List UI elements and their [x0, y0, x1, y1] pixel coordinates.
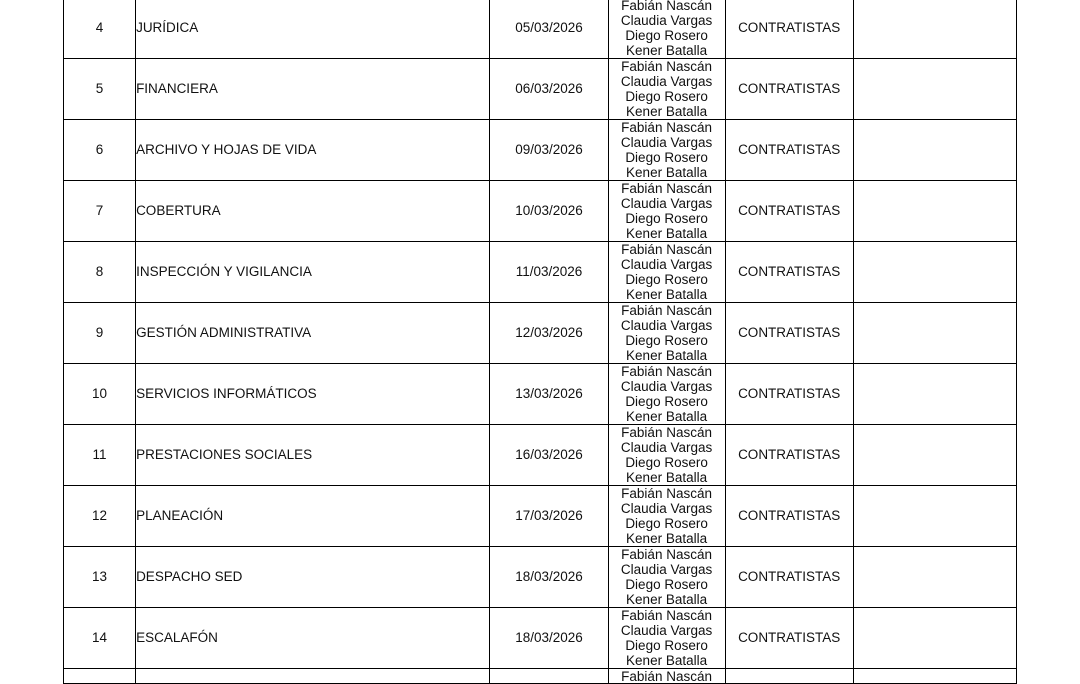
responsible-name: Claudia Vargas	[620, 439, 713, 455]
responsible-name: Kener Batalla	[626, 409, 708, 424]
schedule-table	[63, 0, 1017, 684]
blank-cell	[853, 364, 1016, 425]
row-number: 13	[64, 547, 136, 608]
blank-cell	[853, 608, 1016, 669]
date-cell: 12/03/2026	[490, 303, 608, 364]
responsible-list	[609, 59, 725, 119]
blank-cell	[853, 59, 1016, 120]
responsible-name: Kener Batalla	[626, 592, 708, 607]
responsible-name: Diego Rosero	[625, 638, 708, 653]
responsible-name: Kener Batalla	[626, 470, 708, 485]
responsible-cell	[608, 547, 725, 608]
table-row-partial	[64, 669, 1017, 684]
blank-cell	[853, 181, 1016, 242]
area-name: FINANCIERA	[136, 59, 490, 120]
table-row	[64, 59, 1017, 120]
role-cell: CONTRATISTAS	[725, 120, 853, 181]
responsible-name: Fabián Nascán	[621, 0, 712, 13]
responsible-name: Fabián Nascán	[621, 364, 712, 379]
area-name	[136, 669, 490, 684]
responsible-name: Claudia Vargas	[620, 134, 713, 150]
table-row	[64, 486, 1017, 547]
responsible-cell	[608, 242, 725, 303]
table-row	[64, 608, 1017, 669]
responsible-cell	[608, 364, 725, 425]
row-number: 6	[64, 120, 136, 181]
responsible-name: Kener Batalla	[626, 165, 708, 180]
responsible-name: Claudia Vargas	[620, 561, 713, 577]
responsible-name: Claudia Vargas	[620, 622, 713, 638]
row-number: 7	[64, 181, 136, 242]
responsible-name: Fabián Nascán	[621, 486, 712, 501]
row-number: 8	[64, 242, 136, 303]
responsible-name: Claudia Vargas	[620, 378, 713, 394]
blank-cell	[853, 547, 1016, 608]
responsible-name: Fabián Nascán	[621, 59, 712, 74]
role-cell: CONTRATISTAS	[725, 486, 853, 547]
area-name: DESPACHO SED	[136, 547, 490, 608]
responsible-name: Diego Rosero	[625, 89, 708, 104]
row-number: 11	[64, 425, 136, 486]
responsible-cell	[608, 181, 725, 242]
responsible-name: Kener Batalla	[626, 104, 708, 119]
responsible-cell	[608, 425, 725, 486]
responsible-name: Kener Batalla	[626, 287, 708, 302]
row-number	[64, 669, 136, 684]
responsible-list	[609, 0, 725, 58]
responsible-list	[609, 364, 725, 424]
area-name: INSPECCIÓN Y VIGILANCIA	[136, 242, 490, 303]
responsible-cell	[608, 608, 725, 669]
date-cell: 10/03/2026	[490, 181, 608, 242]
blank-cell	[853, 303, 1016, 364]
table-row	[64, 547, 1017, 608]
role-cell: CONTRATISTAS	[725, 59, 853, 120]
area-name: COBERTURA	[136, 181, 490, 242]
responsible-name: Fabián Nascán	[621, 120, 712, 135]
responsible-list	[609, 486, 725, 546]
responsible-list	[609, 547, 725, 607]
responsible-name: Fabián Nascán	[621, 181, 712, 196]
blank-cell	[853, 425, 1016, 486]
responsible-name: Diego Rosero	[625, 333, 708, 348]
date-cell: 11/03/2026	[490, 242, 608, 303]
responsible-name: Diego Rosero	[625, 577, 708, 592]
date-cell: 16/03/2026	[490, 425, 608, 486]
responsible-cell	[608, 120, 725, 181]
responsible-name: Kener Batalla	[626, 348, 708, 363]
area-name: ESCALAFÓN	[136, 608, 490, 669]
responsible-name: Fabián Nascán	[621, 242, 712, 257]
responsible-name: Fabián Nascán	[621, 669, 712, 683]
row-number: 12	[64, 486, 136, 547]
table-row	[64, 303, 1017, 364]
table-row	[64, 0, 1017, 59]
area-name: PRESTACIONES SOCIALES	[136, 425, 490, 486]
responsible-list	[609, 181, 725, 241]
blank-cell	[853, 120, 1016, 181]
responsible-list	[609, 242, 725, 302]
row-number: 10	[64, 364, 136, 425]
responsible-list	[609, 669, 725, 683]
role-cell: CONTRATISTAS	[725, 547, 853, 608]
responsible-cell	[608, 0, 725, 59]
blank-cell	[853, 486, 1016, 547]
area-name: PLANEACIÓN	[136, 486, 490, 547]
area-name: ARCHIVO Y HOJAS DE VIDA	[136, 120, 490, 181]
row-number: 5	[64, 59, 136, 120]
date-cell: 18/03/2026	[490, 547, 608, 608]
responsible-list	[609, 608, 725, 668]
responsible-name: Claudia Vargas	[620, 12, 713, 28]
role-cell: CONTRATISTAS	[725, 0, 853, 59]
role-cell: CONTRATISTAS	[725, 303, 853, 364]
row-number: 14	[64, 608, 136, 669]
role-cell: CONTRATISTAS	[725, 181, 853, 242]
responsible-name: Fabián Nascán	[621, 303, 712, 318]
role-cell: CONTRATISTAS	[725, 364, 853, 425]
table-row	[64, 364, 1017, 425]
table-row	[64, 425, 1017, 486]
blank-cell	[853, 669, 1016, 684]
responsible-cell	[608, 669, 725, 684]
area-name: GESTIÓN ADMINISTRATIVA	[136, 303, 490, 364]
responsible-name: Diego Rosero	[625, 272, 708, 287]
responsible-name: Kener Batalla	[626, 226, 708, 241]
date-cell: 05/03/2026	[490, 0, 608, 59]
blank-cell	[853, 242, 1016, 303]
responsible-name: Diego Rosero	[625, 516, 708, 531]
responsible-name: Fabián Nascán	[621, 425, 712, 440]
responsible-name: Claudia Vargas	[620, 256, 713, 272]
table-row	[64, 181, 1017, 242]
responsible-name: Kener Batalla	[626, 653, 708, 668]
responsible-name: Diego Rosero	[625, 455, 708, 470]
responsible-name: Fabián Nascán	[621, 608, 712, 623]
schedule-table-body	[64, 0, 1017, 684]
responsible-cell	[608, 59, 725, 120]
date-cell	[490, 669, 608, 684]
responsible-list	[609, 425, 725, 485]
date-cell: 13/03/2026	[490, 364, 608, 425]
responsible-list	[609, 120, 725, 180]
date-cell: 17/03/2026	[490, 486, 608, 547]
area-name: JURÍDICA	[136, 0, 490, 59]
responsible-name: Diego Rosero	[625, 394, 708, 409]
responsible-name: Kener Batalla	[626, 43, 708, 58]
responsible-list	[609, 303, 725, 363]
responsible-name: Claudia Vargas	[620, 195, 713, 211]
row-number: 9	[64, 303, 136, 364]
responsible-cell	[608, 486, 725, 547]
date-cell: 09/03/2026	[490, 120, 608, 181]
table-row	[64, 242, 1017, 303]
area-name: SERVICIOS INFORMÁTICOS	[136, 364, 490, 425]
role-cell	[725, 669, 853, 684]
table-row	[64, 120, 1017, 181]
responsible-name: Kener Batalla	[626, 531, 708, 546]
role-cell: CONTRATISTAS	[725, 242, 853, 303]
blank-cell	[853, 0, 1016, 59]
responsible-name: Diego Rosero	[625, 28, 708, 43]
responsible-name: Claudia Vargas	[620, 317, 713, 333]
role-cell: CONTRATISTAS	[725, 425, 853, 486]
date-cell: 18/03/2026	[490, 608, 608, 669]
responsible-name: Diego Rosero	[625, 150, 708, 165]
responsible-name: Fabián Nascán	[621, 547, 712, 562]
responsible-name: Claudia Vargas	[620, 500, 713, 516]
role-cell: CONTRATISTAS	[725, 608, 853, 669]
date-cell: 06/03/2026	[490, 59, 608, 120]
responsible-cell	[608, 303, 725, 364]
row-number: 4	[64, 0, 136, 59]
responsible-name: Claudia Vargas	[620, 73, 713, 89]
responsible-name: Diego Rosero	[625, 211, 708, 226]
